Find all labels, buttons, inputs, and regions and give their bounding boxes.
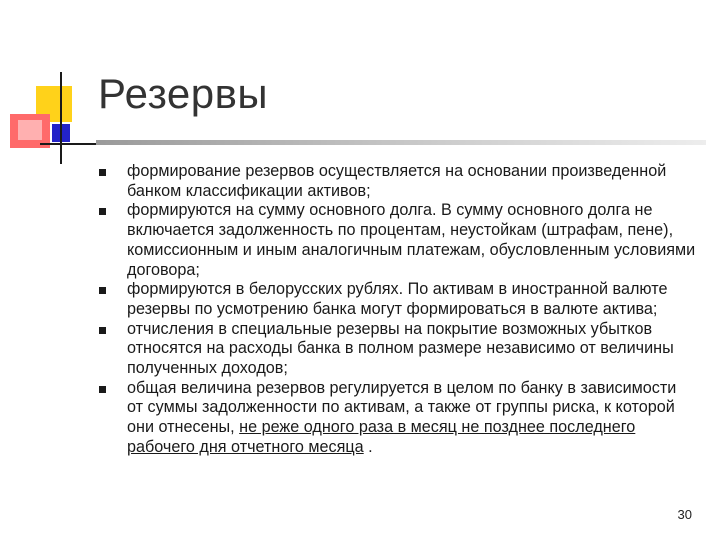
decor-horizontal-line [40, 143, 98, 145]
bullet-square-icon [99, 169, 106, 176]
slide-title: Резервы [98, 70, 269, 117]
bullet-square-icon [99, 327, 106, 334]
title-underline-rule [96, 140, 706, 145]
list-item [96, 379, 696, 458]
bullet-square-icon [99, 287, 106, 294]
list-item [96, 162, 696, 201]
list-item-text: формируются в белорусских рублях. По активам в иностранной валюте резервы по усмотрению банка могут формироваться в валюте актива; [127, 280, 668, 318]
page-number: 30 [677, 507, 692, 522]
list-item-underlined-text: не реже одного раза в месяц не позднее последнего рабочего дня отчетного месяца [127, 418, 636, 456]
list-item-text: общая величина резервов регулируется в целом по банку в зависимости от суммы задолженности по активам, а также от группы риска, к которой они отнесены, [127, 378, 677, 437]
decor-vertical-line [60, 72, 62, 164]
list-item-text: формируются на сумму основного долга. В сумму основного долга не включается задолженность по процентам, неустойкам (штрафам, пене), комиссионным и иным аналогичным платежам, обусловленным условиями договора; [127, 201, 696, 279]
list-item-tail-text: . [363, 437, 373, 456]
list-item [96, 201, 696, 280]
list-item-text: отчисления в специальные резервы на покрытие возможных убытков относятся на расходы банка в полном размере независимо от величины полученных доходов; [127, 319, 674, 378]
bullet-square-icon [99, 386, 106, 393]
list-item [96, 280, 696, 319]
bullet-square-icon [99, 208, 106, 215]
bullet-list [96, 162, 696, 458]
decor-pink-square [18, 120, 42, 140]
list-item [96, 320, 696, 379]
list-item-text: формирование резервов осуществляется на основании произведенной банком классификации активов; [127, 162, 667, 200]
